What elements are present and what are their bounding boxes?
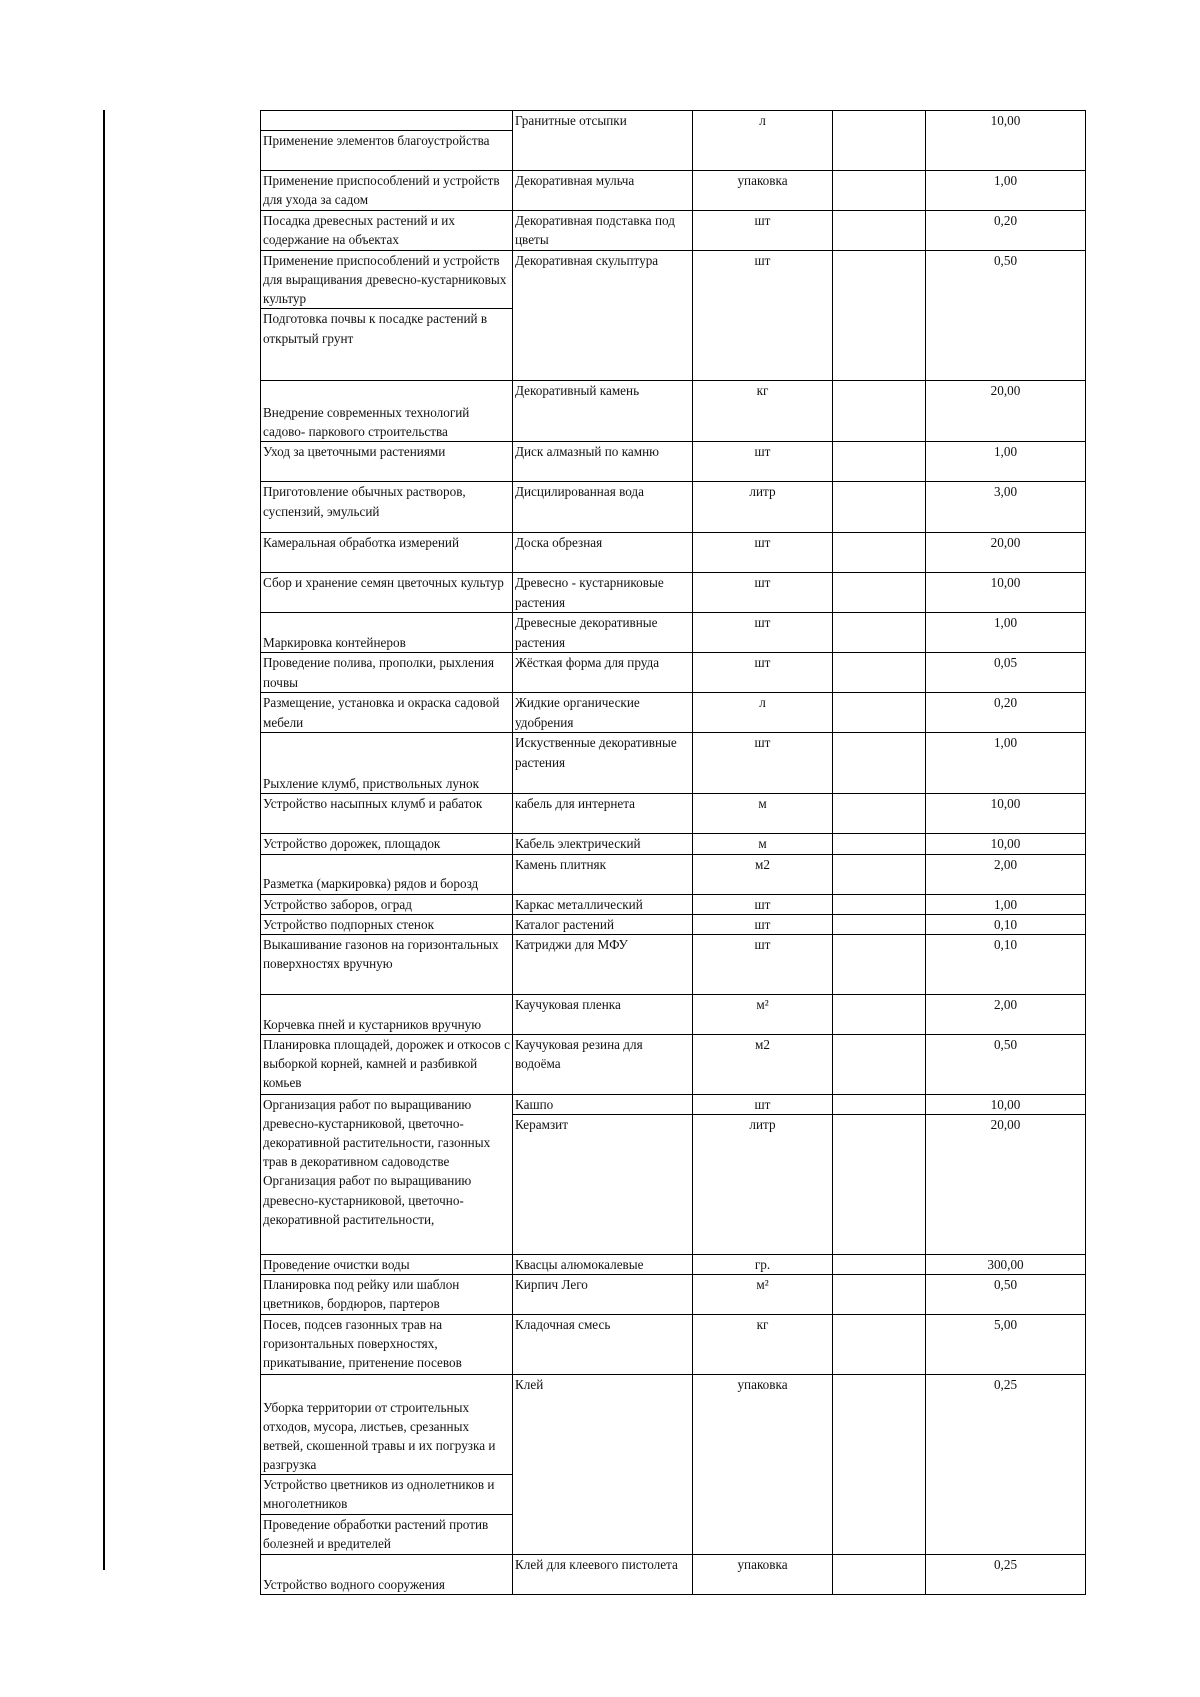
unit-cell: шт: [693, 934, 833, 994]
unit-cell: упаковка: [693, 171, 833, 211]
material-cell: Камень плитняк: [513, 854, 693, 894]
unit-cell: литр: [693, 1114, 833, 1254]
table-row: [261, 854, 1086, 894]
table-row: [261, 482, 1086, 533]
table-row: [261, 1094, 1086, 1114]
table-row: [261, 111, 1086, 131]
material-cell: Кашпо: [513, 1094, 693, 1114]
empty-cell: [833, 482, 926, 533]
unit-cell: шт: [693, 733, 833, 794]
unit-cell: кг: [693, 381, 833, 442]
material-cell: Древесные декоративные растения: [513, 613, 693, 653]
empty-cell: [833, 1034, 926, 1094]
qty-cell: 10,00: [926, 834, 1086, 854]
unit-cell: л: [693, 111, 833, 171]
work-cell: Посев, подсев газонных трав на горизонтальных поверхностях, прикатывание, притенение посевов: [261, 1315, 513, 1375]
unit-cell: упаковка: [693, 1555, 833, 1595]
empty-cell: [833, 894, 926, 914]
material-cell: Диск алмазный по камню: [513, 442, 693, 482]
work-cell: Внедрение современных технологий садово- паркового строительства: [261, 381, 513, 442]
empty-cell: [833, 171, 926, 211]
qty-cell: 300,00: [926, 1254, 1086, 1274]
table-row: [261, 733, 1086, 794]
table-row: [261, 1275, 1086, 1315]
table-row: [261, 653, 1086, 693]
empty-cell: [833, 381, 926, 442]
material-cell: Жидкие органические удобрения: [513, 693, 693, 733]
work-cell: Устройство дорожек, площадок: [261, 834, 513, 854]
work-cell: Устройство заборов, оград: [261, 894, 513, 914]
work-cell: Уход за цветочными растениями: [261, 442, 513, 482]
table-row: [261, 251, 1086, 309]
qty-cell: 0,10: [926, 914, 1086, 934]
empty-cell: [833, 251, 926, 381]
qty-cell: 1,00: [926, 613, 1086, 653]
work-cell: Применение приспособлений и устройств для выращивания древесно-кустарниковых культур: [261, 251, 513, 309]
material-cell: Кирпич Лего: [513, 1275, 693, 1315]
table-row: [261, 914, 1086, 934]
material-cell: Искуственные декоративные растения: [513, 733, 693, 794]
work-cell: Сбор и хранение семян цветочных культур: [261, 573, 513, 613]
table-row: [261, 693, 1086, 733]
empty-cell: [833, 1254, 926, 1274]
empty-cell: [833, 994, 926, 1034]
table-row: [261, 994, 1086, 1034]
qty-cell: 20,00: [926, 381, 1086, 442]
work-cell: Устройство водного сооружения: [261, 1555, 513, 1595]
empty-cell: [833, 854, 926, 894]
material-cell: Каталог растений: [513, 914, 693, 934]
unit-cell: м2: [693, 1034, 833, 1094]
table-row: [261, 1315, 1086, 1375]
unit-cell: м²: [693, 1275, 833, 1315]
qty-cell: 10,00: [926, 794, 1086, 834]
table-row: [261, 1375, 1086, 1475]
qty-cell: 2,00: [926, 854, 1086, 894]
work-cell: Посадка древесных растений и их содержание на объектах: [261, 211, 513, 251]
material-cell: Каучуковая пленка: [513, 994, 693, 1034]
unit-cell: м²: [693, 994, 833, 1034]
work-cell: Маркировка контейнеров: [261, 613, 513, 653]
unit-cell: м2: [693, 854, 833, 894]
empty-cell: [833, 442, 926, 482]
work-cell: Планировка под рейку или шаблон цветников, бордюров, партеров: [261, 1275, 513, 1315]
table-row: [261, 834, 1086, 854]
material-cell: Клей для клеевого пистолета: [513, 1555, 693, 1595]
unit-cell: шт: [693, 653, 833, 693]
empty-cell: [833, 1315, 926, 1375]
qty-cell: 1,00: [926, 442, 1086, 482]
work-cell: Размещение, установка и окраска садовой мебели: [261, 693, 513, 733]
unit-cell: шт: [693, 1094, 833, 1114]
qty-cell: 20,00: [926, 533, 1086, 573]
empty-cell: [833, 1094, 926, 1114]
qty-cell: 0,10: [926, 934, 1086, 994]
unit-cell: м: [693, 834, 833, 854]
work-cell: Устройство насыпных клумб и рабаток: [261, 794, 513, 834]
unit-cell: шт: [693, 533, 833, 573]
unit-cell: шт: [693, 442, 833, 482]
work-cell: Проведение обработки растений против болезней и вредителей: [261, 1515, 513, 1555]
work-cell: Камеральная обработка измерений: [261, 533, 513, 573]
qty-cell: 0,50: [926, 251, 1086, 381]
qty-cell: 2,00: [926, 994, 1086, 1034]
work-cell: Подготовка почвы к посадке растений в открытый грунт: [261, 309, 513, 381]
material-cell: Жёсткая форма для пруда: [513, 653, 693, 693]
unit-cell: упаковка: [693, 1375, 833, 1555]
work-cell: Выкашивание газонов на горизонтальных поверхностях вручную: [261, 934, 513, 994]
empty-cell: [833, 653, 926, 693]
empty-cell: [833, 573, 926, 613]
empty-cell: [833, 794, 926, 834]
table-row: [261, 1254, 1086, 1274]
unit-cell: шт: [693, 613, 833, 653]
empty-cell: [833, 211, 926, 251]
work-cell: Рыхление клумб, приствольных лунок: [261, 733, 513, 794]
empty-cell: [833, 834, 926, 854]
material-cell: Каркас металлический: [513, 894, 693, 914]
work-cell: Планировка площадей, дорожек и откосов с выборкой корней, камней и разбивкой комьев: [261, 1034, 513, 1094]
work-cell: Проведение полива, прополки, рыхления почвы: [261, 653, 513, 693]
material-cell: Керамзит: [513, 1114, 693, 1254]
work-cell: Корчевка пней и кустарников вручную: [261, 994, 513, 1034]
empty-cell: [833, 111, 926, 171]
qty-cell: 3,00: [926, 482, 1086, 533]
material-cell: Декоративная подставка под цветы: [513, 211, 693, 251]
material-cell: Каучуковая резина для водоёма: [513, 1034, 693, 1094]
unit-cell: шт: [693, 573, 833, 613]
empty-cell: [833, 533, 926, 573]
unit-cell: м: [693, 794, 833, 834]
qty-cell: 10,00: [926, 111, 1086, 171]
qty-cell: 10,00: [926, 1094, 1086, 1114]
work-text: Организация работ по выращиванию древесно-кустарниковой, цветочно-декоративной растительности,: [263, 1173, 472, 1227]
materials-table-wrap: [260, 110, 1085, 1595]
table-row: [261, 211, 1086, 251]
material-cell: Клей: [513, 1375, 693, 1555]
material-cell: Декоративный камень: [513, 381, 693, 442]
table-row: [261, 381, 1086, 442]
empty-cell: [833, 1375, 926, 1555]
qty-cell: 20,00: [926, 1114, 1086, 1254]
materials-table: [260, 110, 1086, 1595]
work-cell: Применение приспособлений и устройств для ухода за садом: [261, 171, 513, 211]
empty-cell: [833, 914, 926, 934]
work-cell: [261, 1094, 513, 1254]
empty-cell: [833, 934, 926, 994]
table-row: [261, 613, 1086, 653]
material-cell: Декоративная мульча: [513, 171, 693, 211]
work-cell: Устройство подпорных стенок: [261, 914, 513, 934]
empty-cell: [833, 1555, 926, 1595]
qty-cell: 1,00: [926, 171, 1086, 211]
unit-cell: гр.: [693, 1254, 833, 1274]
qty-cell: 0,20: [926, 693, 1086, 733]
work-text: Организация работ по выращиванию древесно-кустарниковой, цветочно-декоративной растительности, газонных трав в декоративном садоводстве: [263, 1096, 491, 1170]
table-row: [261, 794, 1086, 834]
qty-cell: 1,00: [926, 894, 1086, 914]
material-cell: Квасцы алюмокалевые: [513, 1254, 693, 1274]
table-row: [261, 442, 1086, 482]
material-cell: Дисцилированная вода: [513, 482, 693, 533]
unit-cell: л: [693, 693, 833, 733]
material-cell: Гранитные отсыпки: [513, 111, 693, 171]
qty-cell: 0,50: [926, 1034, 1086, 1094]
unit-cell: шт: [693, 251, 833, 381]
work-cell: Приготовление обычных растворов, суспензий, эмульсий: [261, 482, 513, 533]
table-row: [261, 171, 1086, 211]
work-cell: Уборка территории от строительных отходов, мусора, листьев, срезанных ветвей, скошенной травы и их погрузка и разгрузка: [261, 1375, 513, 1475]
empty-cell: [833, 693, 926, 733]
material-cell: Катриджи для МФУ: [513, 934, 693, 994]
qty-cell: 0,25: [926, 1375, 1086, 1555]
work-cell: Устройство цветников из однолетников и многолетников: [261, 1475, 513, 1515]
margin-line: [103, 110, 105, 1570]
material-cell: Доска обрезная: [513, 533, 693, 573]
qty-cell: 0,20: [926, 211, 1086, 251]
material-cell: Древесно - кустарниковые растения: [513, 573, 693, 613]
qty-cell: 0,50: [926, 1275, 1086, 1315]
material-cell: Кладочная смесь: [513, 1315, 693, 1375]
table-row: [261, 1034, 1086, 1094]
qty-cell: 5,00: [926, 1315, 1086, 1375]
work-cell: Применение элементов благоустройства: [261, 131, 513, 171]
empty-cell: [833, 613, 926, 653]
table-row: [261, 573, 1086, 613]
qty-cell: 1,00: [926, 733, 1086, 794]
material-cell: кабель для интернета: [513, 794, 693, 834]
unit-cell: шт: [693, 211, 833, 251]
empty-cell: [833, 733, 926, 794]
work-cell: Разметка (маркировка) рядов и борозд: [261, 854, 513, 894]
unit-cell: кг: [693, 1315, 833, 1375]
material-cell: Кабель электрический: [513, 834, 693, 854]
unit-cell: шт: [693, 914, 833, 934]
table-row: [261, 934, 1086, 994]
unit-cell: шт: [693, 894, 833, 914]
table-row: [261, 894, 1086, 914]
work-cell: Проведение очистки воды: [261, 1254, 513, 1274]
unit-cell: литр: [693, 482, 833, 533]
empty-cell: [833, 1114, 926, 1254]
table-row: [261, 1555, 1086, 1595]
table-row: [261, 533, 1086, 573]
qty-cell: 0,05: [926, 653, 1086, 693]
material-cell: Декоративная скульптура: [513, 251, 693, 381]
empty-cell: [833, 1275, 926, 1315]
qty-cell: 10,00: [926, 573, 1086, 613]
work-cell: [261, 111, 513, 131]
qty-cell: 0,25: [926, 1555, 1086, 1595]
